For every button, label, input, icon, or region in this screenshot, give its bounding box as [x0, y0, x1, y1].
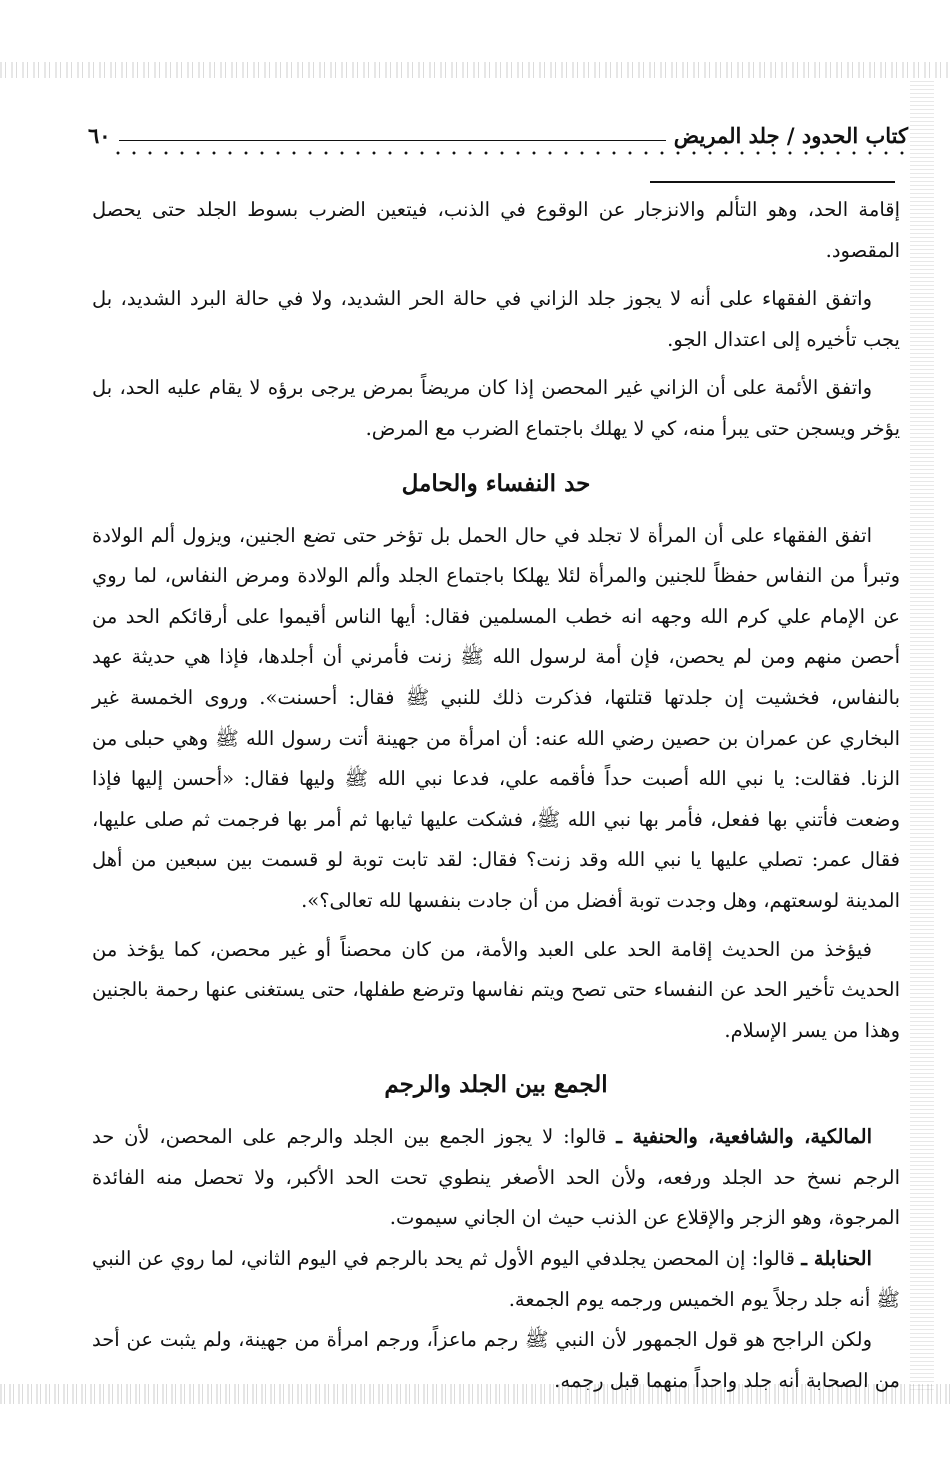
paragraph-7 — [92, 1239, 900, 1320]
paragraph-8: ولكن الراجح هو قول الجمهور لأن النبي ﷺ رجم ماعزاً، ورجم امرأة من جهينة، ولم يثبت عن أحد من الصحابة أنه جلد واحداً منهما قبل رجمه. — [92, 1328, 900, 1392]
continuation-rule — [650, 181, 895, 183]
school-label-maliki: المالكية، والشافعية، والحنفية ـ — [616, 1125, 872, 1149]
paragraph-6 — [92, 1117, 900, 1239]
header-title: كتاب الحدود / جلد المريض — [673, 123, 908, 148]
page-body — [92, 190, 900, 1401]
paragraph-6-text: قالوا: لا يجوز الجمع بين الجلد والرجم على المحصن، لأن حد الرجم نسخ حد الجلد ورفعه، ولأن الحد الأصغر ينطوي تحت الحد الأكبر، ولا تحصل منه الفائدة المرجوة، وهو الزجر والإقلاع عن الذنب حيث ان الجاني سيموت. — [92, 1125, 900, 1230]
running-header — [88, 108, 908, 148]
paragraph-4: اتفق الفقهاء على أن المرأة لا تجلد في حال الحمل بل تؤخر حتى تضع الجنين، ويزول ألم الولادة وتبرأ من النفاس حفظاً للجنين والمرأة لئلا يهلكا باجتماع الجلد وألم الولادة ومرض النفاس، لما روي عن الإمام علي كرم الله وجهه انه خطب المسلمين فقال: أيها الناس أقيموا على أرقائكم الحد من أحصن منهم ومن لم يحصن، فإن أمة لرسول الله ﷺ زنت فأمرني أن أجلدها، فإذا هي حديثة عهد بالنفاس، فخشيت إن جلدتها قتلتها، فذكرت ذلك للنبي ﷺ فقال: أحسنت». وروى الخمسة غير البخاري عن عمران بن حصين رضي الله عنه: أن امرأة من جهينة أتت رسول الله ﷺ وهي حبلى من الزنا. فقالت: يا نبي الله أصبت حداً فأقمه علي، فدعا نبي الله ﷺ وليها فقال: «أحسن إليها فإذا وضعت فأتني بها ففعل، فأمر بها نبي الله ﷺ، فشكت عليها ثيابها ثم أمر بها فرجمت ثم صلى عليها، فقال عمر: تصلي عليها يا نبي الله وقد زنت؟ فقال: لقد تابت توبة لو قسمت بين سبعين من أهل المدينة لوسعتهم، وهل وجدت توبة أفضل من أن جادت بنفسها لله تعالى؟». — [92, 523, 900, 912]
section-heading-1: حد النفساء والحامل — [401, 469, 591, 497]
scan-noise-right — [910, 80, 934, 1390]
paragraph-3: واتفق الأئمة على أن الزاني غير المحصن إذا كان مريضاً بمرض يرجى برؤه لا يقام عليه الحد، بل يؤخر ويسجن حتى يبرأ منه، كي لا يهلك باجتماع الضرب مع المرض. — [92, 376, 900, 440]
page-number: ٦٠ — [88, 123, 111, 148]
scan-noise-top — [0, 62, 950, 78]
header-rule — [119, 140, 666, 141]
school-label-hanbali: الحنابلة ـ — [801, 1247, 872, 1271]
paragraph-7-text: قالوا: إن المحصن يجلدفي اليوم الأول ثم يحد بالرجم في اليوم الثاني، لما روي عن النبي ﷺ أنه جلد رجلاً يوم الخميس ورجمه يوم الجمعة. — [92, 1247, 900, 1311]
section-heading-2: الجمع بين الجلد والرجم — [384, 1071, 608, 1099]
paragraph-1: إقامة الحد، وهو التألم والانزجار عن الوقوع في الذنب، فيتعين الضرب بسوط الجلد حتى يحصل المقصود. — [92, 198, 900, 262]
paragraph-2: واتفق الفقهاء على أنه لا يجوز جلد الزاني في حالة الحر الشديد، ولا في حالة البرد الشديد، بل يجب تأخيره إلى اعتدال الجو. — [92, 287, 900, 351]
dotted-separator — [110, 150, 910, 156]
paragraph-5: فيؤخذ من الحديث إقامة الحد على العبد والأمة، من كان محصناً أو غير محصن، كما يؤخذ من الحديث تأخير الحد عن النفساء حتى تصح ويتم نفاسها وترضع طفلها، حتى يستغنى عنها رحمة بالجنين وهذا من يسر الإسلام. — [92, 937, 900, 1042]
